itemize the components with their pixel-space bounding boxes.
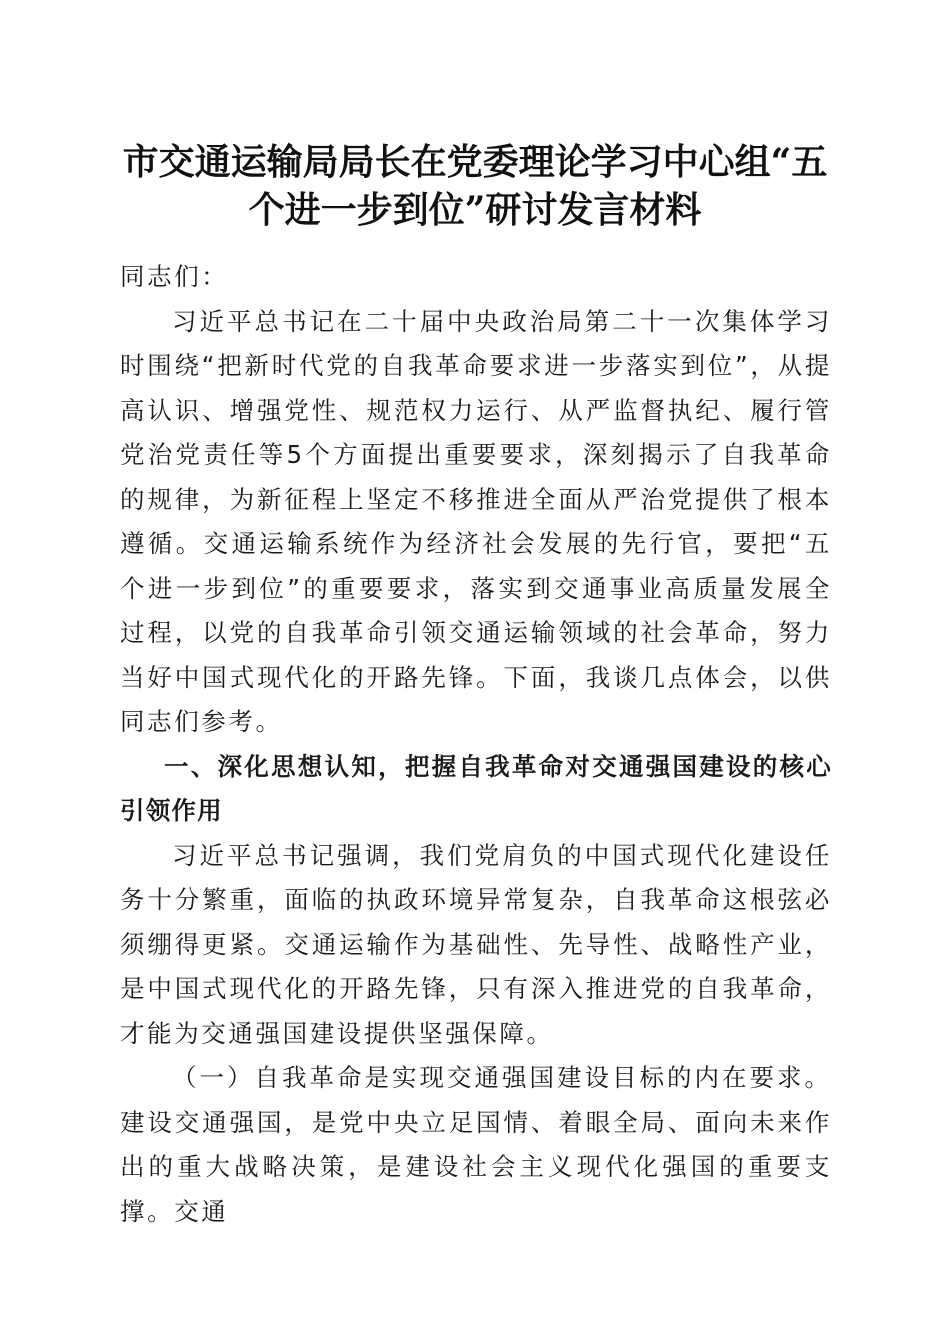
salutation: 同志们： — [120, 262, 229, 291]
section-heading-1: 一、深化思想认知，把握自我革命对交通强国建设的核心引领作用 — [120, 751, 832, 825]
subsection-text-1: 建设交通强国，是党中央立足国情、着眼全局、面向未来作出的重大战略决策，是建设社会主义现代化强国的重要支撑。交通 — [120, 1107, 832, 1226]
document-title — [100, 138, 850, 234]
subsection-paragraph-1 — [120, 1056, 832, 1234]
subsection-lead-1: （一）自我革命是实现交通强国建设目标的内在要求。 — [172, 1063, 832, 1092]
title-line-2: 个进一步到位”研讨发言材料 — [248, 189, 702, 231]
title-line-1: 市交通运输局局长在党委理论学习中心组“五 — [122, 141, 828, 183]
paragraph-intro: 习近平总书记在二十届中央政治局第二十一次集体学习时围绕“把新时代党的自我革命要求进一步落实到位”，从提高认识、增强党性、规范权力运行、从严监督执纪、履行管党治党责任等5个方面提出重要要求，深刻揭示了自我革命的规律，为新征程上坚定不移推进全面从严治党提供了根本遵循。交通运输系统作为经济社会发展的先行官，要把“五个进一步到位”的重要要求，落实到交通事业高质量发展全过程，以党的自我革命引领交通运输领域的社会革命，努力当好中国式现代化的开路先锋。下面，我谈几点体会，以供同志们参考。 — [120, 306, 832, 736]
paragraph-section-1: 习近平总书记强调，我们党肩负的中国式现代化建设任务十分繁重，面临的执政环境异常复杂，自我革命这根弦必须绷得更紧。交通运输作为基础性、先导性、战略性产业，是中国式现代化的开路先锋，只有深入推进党的自我革命，才能为交通强国建设提供坚强保障。 — [120, 840, 832, 1048]
document-body — [120, 255, 832, 1234]
